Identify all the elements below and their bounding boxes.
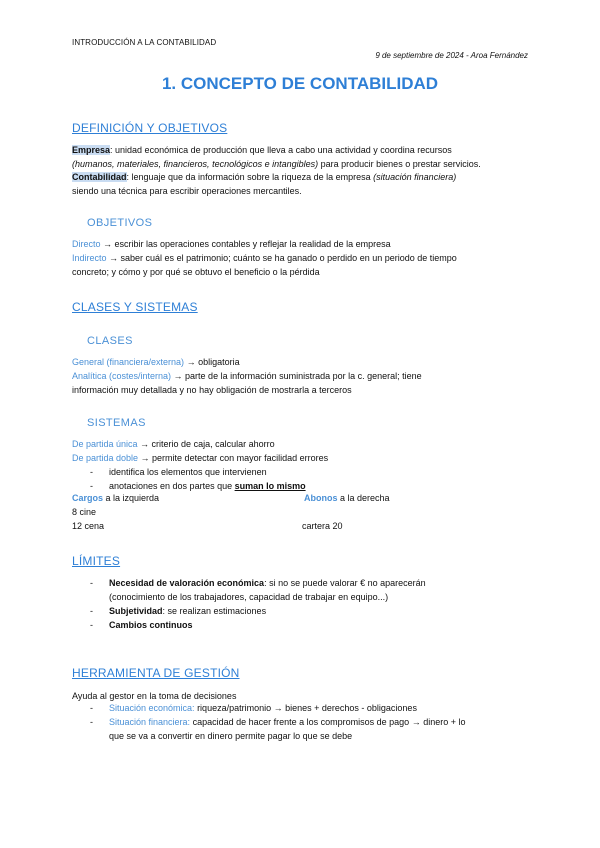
clase-general: General (financiera/externa) → obligatoria xyxy=(72,357,240,367)
list-item: - Cambios continuos xyxy=(90,620,193,630)
list-item: - Subjetividad: se realizan estimaciones xyxy=(90,606,267,616)
header-course: INTRODUCCIÓN A LA CONTABILIDAD xyxy=(72,38,217,47)
example-cena: 12 cena xyxy=(72,521,105,531)
sistema-partida-doble: De partida doble → permite detectar con mayor facilidad errores xyxy=(72,453,329,463)
paragraph-contabilidad: Contabilidad: lenguaje que da información sobre la riqueza de la empresa (situación financiera) siendo una técnica para escribir operaciones mercantiles. xyxy=(72,172,457,196)
sistema-partida-unica: De partida única → criterio de caja, calcular ahorro xyxy=(72,439,275,449)
term-empresa: Empresa xyxy=(72,145,111,155)
list-item: - Situación económica: riqueza/patrimonio → bienes + derechos - obligaciones xyxy=(90,703,417,713)
header-date-author: 9 de septiembre de 2024 - Aroa Fernández xyxy=(375,51,528,60)
heading-clases: CLASES xyxy=(87,335,133,347)
objetivo-indirecto: Indirecto → saber cuál es el patrimonio; cuánto se ha ganado o perdido en un periodo de tiempo concreto; y cómo y por qué se obtuvo el beneficio o la pérdida xyxy=(72,253,457,277)
list-item: - Situación financiera: capacidad de hacer frente a los compromisos de pago → dinero + lo que se va a convertir en dinero permite pagar lo que se debe xyxy=(90,717,466,741)
term-contabilidad: Contabilidad xyxy=(72,172,127,182)
cargos-label: Cargos a la izquierda xyxy=(72,493,160,503)
example-cine: 8 cine xyxy=(72,507,97,517)
list-item: - anotaciones en dos partes que suman lo mismo xyxy=(90,481,306,491)
clase-analitica: Analítica (costes/interna) → parte de la información suministrada por la c. general; tiene información muy detallada y no hay obligación de mostrarla a terceros xyxy=(72,371,422,395)
list-item: - identifica los elementos que intervienen xyxy=(90,467,267,477)
heading-objetivos: OBJETIVOS xyxy=(87,217,153,229)
abonos-label: Abonos a la derecha xyxy=(304,493,390,503)
heading-definicion: DEFINICIÓN Y OBJETIVOS xyxy=(72,121,228,135)
paragraph-empresa: Empresa: unidad económica de producción que lleva a cabo una actividad y coordina recursos (humanos, materiales, financieros, tecnológicos e intangibles) para producir bienes o prestar servicios. xyxy=(72,145,481,169)
herramienta-intro: Ayuda al gestor en la toma de decisiones xyxy=(72,691,237,701)
heading-sistemas: SISTEMAS xyxy=(87,417,146,429)
heading-clases-sistemas: CLASES Y SISTEMAS xyxy=(72,300,198,314)
page-title: 1. CONCEPTO DE CONTABILIDAD xyxy=(161,74,439,93)
heading-herramienta: HERRAMIENTA DE GESTIÓN xyxy=(72,666,240,680)
objetivo-directo: Directo → escribir las operaciones contables y reflejar la realidad de la empresa xyxy=(72,239,391,249)
heading-limites: LÍMITES xyxy=(72,554,121,568)
list-item: - Necesidad de valoración económica: si no se puede valorar € no aparecerán (conocimiento de los trabajadores, capacidad de trabajar en equipo...) xyxy=(90,578,426,602)
example-cartera: cartera 20 xyxy=(302,521,343,531)
